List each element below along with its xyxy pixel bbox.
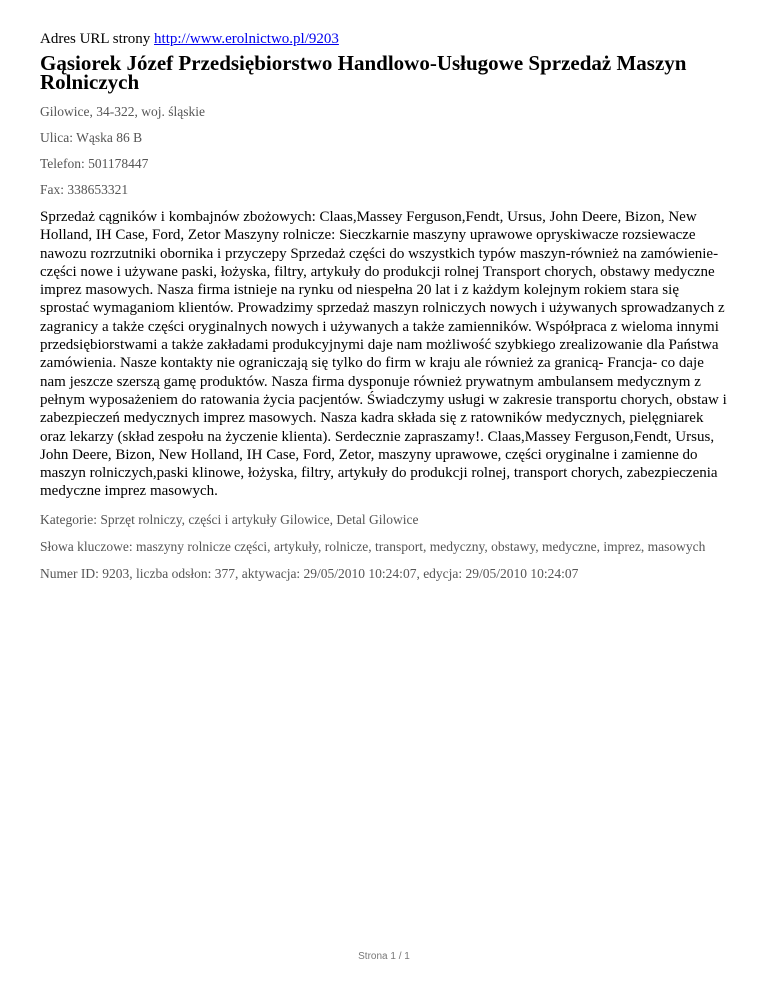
categories: Kategorie: Sprzęt rolniczy, części i artykuły Gilowice, Detal Gilowice (40, 511, 419, 527)
address: Gilowice, 34-322, woj. śląskie (40, 104, 205, 119)
phone: Telefon: 501178447 (40, 156, 149, 171)
company-title: Gąsiorek Józef Przedsiębiorstwo Handlowo-Usługowe Sprzedaż Maszyn Rolniczych (40, 51, 687, 94)
document-page (40, 30, 730, 592)
keywords: Słowa kluczowe: maszyny rolnicze części, artykuły, rolnicze, transport, medyczny, obstawy, medyczne, imprez, masowych (40, 538, 706, 554)
street: Ulica: Wąska 86 B (40, 130, 143, 145)
url-link[interactable]: http://www.erolnictwo.pl/9203 (154, 31, 339, 47)
url-label: Adres URL strony (40, 31, 151, 47)
url-line (40, 30, 730, 48)
fax: Fax: 338653321 (40, 182, 129, 197)
company-description: Sprzedaż cągników i kombajnów zbożowych: Claas,Massey Ferguson,Fendt, Ursus, John Deere, Bizon, New Holland, IH Case, Ford, Zetor Maszyny rolnicze: Sieczkarnie maszyny uprawowe opryskiwacze rozsiewacze nawozu rozrzutniki obornika i przyczepy Sprzedaż części do wszystkich typów maszyn-również na zamówienie- części nowe i używane paski, łożyska, filtry, artykuły do produkcji rolnej Transport chorych, obstawy medyczne imprez masowych. Nasza firma istnieje na rynku od niespełna 20 lat i z każdym kolejnym rokiem stara się sprostać wymaganiom klientów. Prowadzimy sprzedaż maszyn rolniczych nowych i używanych sprowadzanych z zagranicy a także części oryginalnych nowych i używanych a także zamienników. Współpraca z wieloma innymi przedsiębiorstwami a także zakładami produkcyjnymi daje nam możliwość szybkiego zrealizowanie dla Państwa zamówienia. Nasze kontakty nie ograniczają się tylko do firm w kraju ale również za granicą- Francja- co daje nam jeszcze szerszą gamę produktów. Nasza firma dysponuje również prywatnym ambulansem medycznym z pełnym wyposażeniem do ratowania życia pacjentów. Świadczymy usługi w zakresie transportu chorych, obstaw i zabezpieczeń medycznych imprez masowych. Nasza kadra składa się z ratowników medycznych, pielęgniarek oraz lekarzy (skład zespołu na życzenie klienta). Serdecznie zapraszamy!. Claas,Massey Ferguson,Fendt, Ursus, John Deere, Bizon, New Holland, IH Case, Ford, Zetor, maszyny uprawowe, części oryginalne i zamienne do maszyn rolniczych,paski klinowe, łożyska, filtry, artykuły do produkcji rolnej, transport chorych, zabezpieczenia medyczne imprez masowych. (40, 209, 727, 500)
page-number: Strona 1 / 1 (358, 951, 410, 962)
record-info: Numer ID: 9203, liczba odsłon: 377, aktywacja: 29/05/2010 10:24:07, edycja: 29/05/2010 10:24:07 (40, 565, 579, 581)
